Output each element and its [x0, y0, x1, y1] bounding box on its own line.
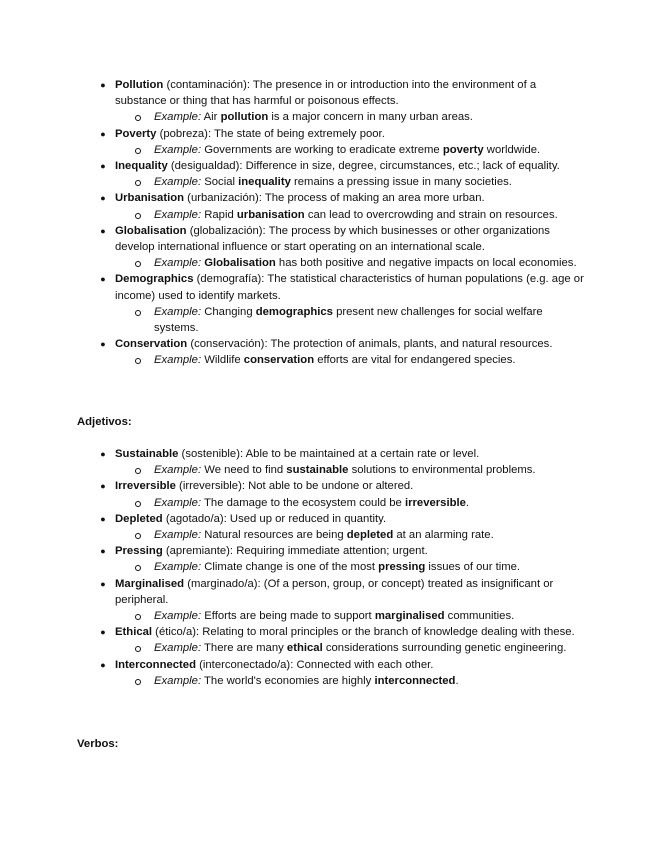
vocab-entry-pressing — [96, 543, 586, 559]
vocab-word: Pollution — [115, 79, 164, 91]
example-label: Example: — [154, 674, 202, 687]
vocab-definition: : Connected with each other. — [290, 658, 434, 671]
bullet-dot: ● — [100, 578, 106, 589]
vocab-definition: : Requiring immediate attention; urgent. — [229, 545, 428, 558]
example-text: . — [455, 674, 459, 687]
example-text: There are many — [201, 642, 287, 655]
vocab-translation: (pobreza) — [156, 127, 208, 140]
bullet-dot: ● — [100, 513, 106, 524]
circle-bullet — [135, 310, 141, 316]
bullet-dot: ● — [100, 128, 106, 139]
bullet-dot: ● — [100, 659, 106, 670]
circle-bullet — [135, 533, 141, 539]
noun-list — [96, 77, 586, 369]
example-keyword: conservation — [243, 354, 315, 367]
vocab-translation: (desigualdad) — [167, 160, 240, 173]
example-text: We need to find — [201, 464, 287, 477]
vocab-entry-poverty — [96, 126, 586, 142]
vocab-word: Irreversible — [115, 480, 176, 493]
section-heading-verbos: Verbos: — [77, 738, 119, 750]
vocab-translation: (contaminación) — [163, 79, 247, 91]
vocab-translation: (irreversible) — [175, 480, 242, 493]
vocab-example — [135, 608, 586, 624]
example-text: Rapid — [201, 208, 237, 221]
circle-bullet — [135, 115, 141, 121]
vocab-translation: (globalización) — [186, 224, 263, 237]
vocab-definition: : The protection of animals, plants, and natural resources. — [264, 338, 553, 351]
vocab-entry-globalisation — [96, 223, 586, 255]
vocab-definition: : The presence in or introduction into the environment of a substance or thing that has harmful or poisonous effects. — [115, 79, 537, 108]
vocab-translation: (ético/a) — [152, 626, 196, 639]
vocab-definition: : The state of being extremely poor. — [207, 127, 385, 140]
vocab-example — [135, 559, 586, 575]
section-heading-adjetivos: Adjetivos: — [77, 416, 132, 428]
example-keyword: marginalised — [374, 610, 445, 623]
example-label: Example: — [154, 496, 202, 509]
vocab-example — [135, 142, 586, 158]
vocab-example — [135, 495, 586, 511]
example-keyword: depleted — [346, 529, 394, 542]
vocab-word: Depleted — [115, 512, 163, 525]
example-label: Example: — [154, 208, 202, 221]
example-text: Governments are working to eradicate extreme — [201, 143, 443, 156]
vocab-entry-depleted — [96, 511, 586, 527]
example-label: Example: — [154, 610, 202, 623]
example-label: Example: — [154, 642, 202, 655]
vocab-entry-conservation — [96, 336, 586, 352]
vocab-word: Pressing — [115, 545, 163, 558]
vocab-definition: : Not able to be undone or altered. — [241, 480, 414, 493]
example-label: Example: — [154, 176, 202, 189]
circle-bullet — [135, 646, 141, 652]
vocab-example — [135, 174, 586, 190]
vocab-entry-interconnected — [96, 657, 586, 673]
vocab-definition: : Difference in size, degree, circumstances, etc.; lack of equality. — [239, 160, 560, 173]
example-keyword: urbanisation — [236, 208, 305, 221]
example-label: Example: — [154, 111, 202, 124]
example-text: The damage to the ecosystem could be — [201, 496, 405, 509]
vocab-word: Conservation — [115, 338, 188, 351]
example-text: Air — [201, 111, 221, 124]
example-label: Example: — [154, 464, 202, 477]
vocab-word: Sustainable — [115, 448, 179, 460]
example-text: . — [465, 496, 470, 509]
example-text: Efforts are being made to support — [201, 610, 375, 623]
vocab-word: Interconnected — [115, 658, 196, 671]
example-keyword: ethical — [286, 642, 323, 655]
example-keyword: inequality — [238, 176, 291, 189]
vocab-entry-ethical — [96, 624, 586, 640]
circle-bullet — [135, 614, 141, 620]
circle-bullet — [135, 261, 141, 267]
example-text: solutions to environmental problems. — [348, 464, 536, 477]
example-text: communities. — [444, 610, 515, 623]
vocab-example — [135, 673, 586, 689]
vocab-definition: : The process of making an area more urban. — [258, 192, 485, 205]
vocab-word: Demographics — [115, 273, 194, 286]
vocab-translation: (sostenible) — [178, 448, 240, 460]
vocab-example — [135, 640, 586, 656]
vocab-definition: : Able to be maintained at a certain rate or level. — [239, 448, 480, 460]
vocab-example — [135, 109, 586, 125]
vocab-word: Inequality — [115, 160, 168, 173]
vocab-entry-urbanisation — [96, 190, 586, 206]
vocab-word: Globalisation — [115, 224, 187, 237]
adjective-list — [96, 446, 586, 689]
example-text: remains a pressing issue in many societies. — [290, 176, 512, 189]
vocab-example — [135, 304, 586, 336]
vocab-entry-demographics — [96, 271, 586, 303]
vocab-definition: : Relating to moral principles or the branch of knowledge dealing with these. — [196, 626, 575, 639]
vocab-word: Poverty — [115, 127, 157, 140]
example-text: efforts are vital for endangered species. — [314, 354, 516, 367]
example-text: considerations surrounding genetic engineering. — [322, 642, 567, 655]
vocab-example — [135, 207, 586, 223]
example-keyword: irreversible — [404, 496, 466, 509]
example-text: Climate change is one of the most — [201, 561, 379, 574]
example-keyword: sustainable — [286, 464, 349, 477]
vocab-example — [135, 352, 586, 368]
example-text: Changing — [201, 305, 256, 318]
vocab-translation: (marginado/a) — [184, 577, 258, 590]
vocab-example — [135, 255, 586, 271]
bullet-dot: ● — [100, 449, 106, 459]
example-keyword: interconnected — [374, 674, 456, 687]
example-text: can lead to overcrowding and strain on resources. — [304, 208, 558, 221]
circle-bullet — [135, 565, 141, 571]
vocab-translation: (demografía) — [193, 273, 262, 286]
bullet-dot: ● — [100, 225, 106, 236]
vocab-translation: (urbanización) — [184, 192, 259, 205]
example-keyword: Globalisation — [204, 257, 276, 270]
example-keyword: pressing — [378, 561, 426, 574]
vocab-definition: : The process by which businesses or other organizations develop international influence or start operating on an international scale. — [115, 224, 550, 254]
bullet-dot: ● — [100, 161, 106, 172]
bullet-dot: ● — [100, 274, 106, 285]
vocab-entry-marginalised — [96, 576, 586, 608]
circle-bullet — [135, 213, 141, 219]
vocab-translation: (apremiante) — [162, 545, 230, 558]
vocab-example — [135, 527, 586, 543]
circle-bullet — [135, 679, 141, 685]
example-text: The world's economies are highly — [201, 674, 375, 687]
bullet-dot: ● — [100, 339, 106, 350]
vocab-entry-inequality — [96, 158, 586, 174]
vocab-entry-sustainable — [96, 446, 586, 462]
vocab-translation: (conservación) — [187, 338, 265, 351]
circle-bullet — [135, 180, 141, 186]
vocab-word: Marginalised — [115, 577, 185, 590]
vocab-entry-pollution — [96, 77, 586, 109]
example-text: Wildlife — [201, 354, 244, 367]
example-label: Example: — [154, 257, 202, 270]
example-label: Example: — [154, 561, 202, 574]
circle-bullet — [135, 501, 141, 507]
circle-bullet — [135, 358, 141, 364]
bullet-dot: ● — [100, 627, 106, 638]
example-keyword: poverty — [442, 143, 484, 156]
example-text: present new challenges for social welfare systems. — [154, 305, 543, 335]
vocab-entry-irreversible — [96, 478, 586, 494]
example-text: at an alarming rate. — [393, 529, 494, 542]
example-text: issues of our time. — [425, 561, 521, 574]
bullet-dot: ● — [100, 193, 106, 204]
bullet-dot: ● — [100, 546, 106, 557]
vocab-definition: : (Of a person, group, or concept) treated as insignificant or peripheral. — [115, 577, 554, 606]
bullet-dot: ● — [100, 481, 106, 492]
example-label: Example: — [154, 529, 202, 542]
example-text: Social — [201, 176, 239, 189]
example-label: Example: — [154, 354, 202, 367]
vocab-translation: (agotado/a) — [162, 512, 224, 525]
vocab-example — [135, 462, 586, 478]
example-text: is a major concern in many urban areas. — [268, 111, 473, 124]
example-text: Natural resources are being — [201, 529, 347, 542]
circle-bullet — [135, 148, 141, 154]
example-text: has both positive and negative impacts on local economies. — [275, 257, 577, 270]
circle-bullet — [135, 468, 141, 474]
example-text: worldwide. — [483, 143, 541, 156]
example-keyword: demographics — [255, 305, 333, 318]
vocab-definition: : Used up or reduced in quantity. — [223, 512, 387, 525]
example-keyword: pollution — [220, 111, 269, 124]
example-label: Example: — [154, 305, 202, 318]
bullet-dot: ● — [100, 80, 106, 90]
example-label: Example: — [154, 143, 202, 156]
vocab-word: Urbanisation — [115, 192, 185, 205]
vocab-definition: : The statistical characteristics of human populations (e.g. age or income) used to identify markets. — [115, 273, 584, 302]
vocab-translation: (interconectado/a) — [195, 658, 291, 671]
vocab-word: Ethical — [115, 626, 153, 639]
